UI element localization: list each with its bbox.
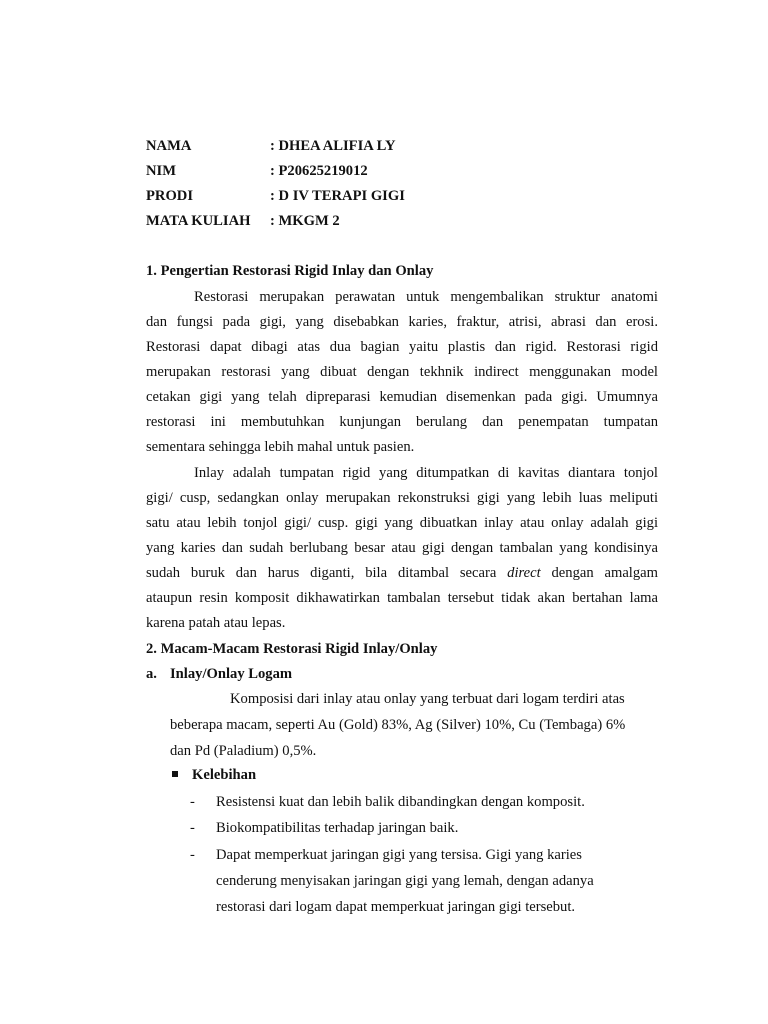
paragraph-line: beberapa macam, seperti Au (Gold) 83%, Ag (Silver) 10%, Cu (Tembaga) 6% [170, 717, 626, 733]
paragraph-line [146, 565, 658, 582]
dash-marker: - [190, 847, 195, 863]
dash-item-continuation: cenderung menyisakan jaringan gigi yang lemah, dengan adanya [216, 873, 594, 889]
subsection-marker: a. [146, 666, 157, 682]
identity-row-prodi [146, 188, 405, 205]
identity-value: : DHEA ALIFIA LY [270, 138, 396, 154]
paragraph-line: Komposisi dari inlay atau onlay yang terbuat dari logam terdiri atas [230, 691, 625, 707]
dash-item: Dapat memperkuat jaringan gigi yang tersisa. Gigi yang karies [216, 847, 582, 863]
identity-label: PRODI [146, 188, 194, 204]
dash-marker: - [190, 820, 195, 836]
bullet-kelebihan [172, 767, 256, 784]
paragraph-line: satu atau lebih tonjol gigi/ cusp. gigi yang dibuatkan inlay atau onlay adalah gigi [146, 515, 658, 531]
identity-row-nim [146, 163, 368, 180]
paragraph-line: cetakan gigi yang telah dipreparasi kemudian disemenkan pada gigi. Umumnya [146, 389, 658, 405]
subsection-title: Inlay/Onlay Logam [170, 666, 293, 682]
paragraph-line: restorasi ini membutuhkan kunjungan berulang dan penempatan tumpatan [146, 414, 658, 430]
dash-marker: - [190, 794, 195, 810]
paragraph-line: karena patah atau lepas. [146, 615, 286, 631]
paragraph-line: merupakan restorasi yang dibuat dengan tekhnik indirect menggunakan model [146, 364, 658, 380]
subsection-a-heading [146, 666, 292, 683]
text-run: dengan amalgam [540, 565, 658, 581]
paragraph-line: gigi/ cusp, sedangkan onlay merupakan rekonstruksi gigi yang lebih luas meliputi [146, 490, 658, 506]
paragraph-line: yang karies dan sudah berlubang besar atau gigi dengan tambalan yang kondisinya [146, 540, 658, 556]
dash-item: Biokompatibilitas terhadap jaringan baik. [216, 820, 459, 836]
paragraph-line: Inlay adalah tumpatan rigid yang ditumpatkan di kavitas diantara tonjol [194, 465, 658, 481]
identity-row-course [146, 213, 340, 230]
italic-term: direct [507, 565, 541, 581]
paragraph-line: Restorasi dapat dibagi atas dua bagian yaitu plastis dan rigid. Restorasi rigid [146, 339, 658, 355]
identity-label: NAMA [146, 138, 192, 154]
identity-label: NIM [146, 163, 176, 179]
paragraph-line: dan Pd (Paladium) 0,5%. [170, 743, 317, 759]
text-run: sudah buruk dan harus diganti, bila ditambal secara [146, 565, 508, 581]
identity-value: : D IV TERAPI GIGI [270, 188, 405, 204]
dash-item-continuation: restorasi dari logam dapat memperkuat jaringan gigi tersebut. [216, 899, 576, 915]
paragraph-line: Restorasi merupakan perawatan untuk mengembalikan struktur anatomi [194, 289, 658, 305]
bullet-label: Kelebihan [192, 767, 257, 783]
identity-value: : MKGM 2 [270, 213, 340, 229]
paragraph-line: dan fungsi pada gigi, yang disebabkan karies, fraktur, atrisi, abrasi dan erosi. [146, 314, 658, 330]
paragraph-line: ataupun resin komposit dikhawatirkan tambalan tersebut tidak akan bertahan lama [146, 590, 658, 606]
section-2-heading: 2. Macam-Macam Restorasi Rigid Inlay/Onlay [146, 641, 438, 657]
square-bullet-icon [172, 771, 178, 777]
paragraph-line: sementara sehingga lebih mahal untuk pasien. [146, 439, 415, 455]
dash-item: Resistensi kuat dan lebih balik dibandingkan dengan komposit. [216, 794, 585, 810]
identity-label: MATA KULIAH [146, 213, 251, 229]
section-1-heading: 1. Pengertian Restorasi Rigid Inlay dan Onlay [146, 263, 434, 279]
identity-row-name [146, 138, 396, 155]
identity-value: : P20625219012 [270, 163, 368, 179]
